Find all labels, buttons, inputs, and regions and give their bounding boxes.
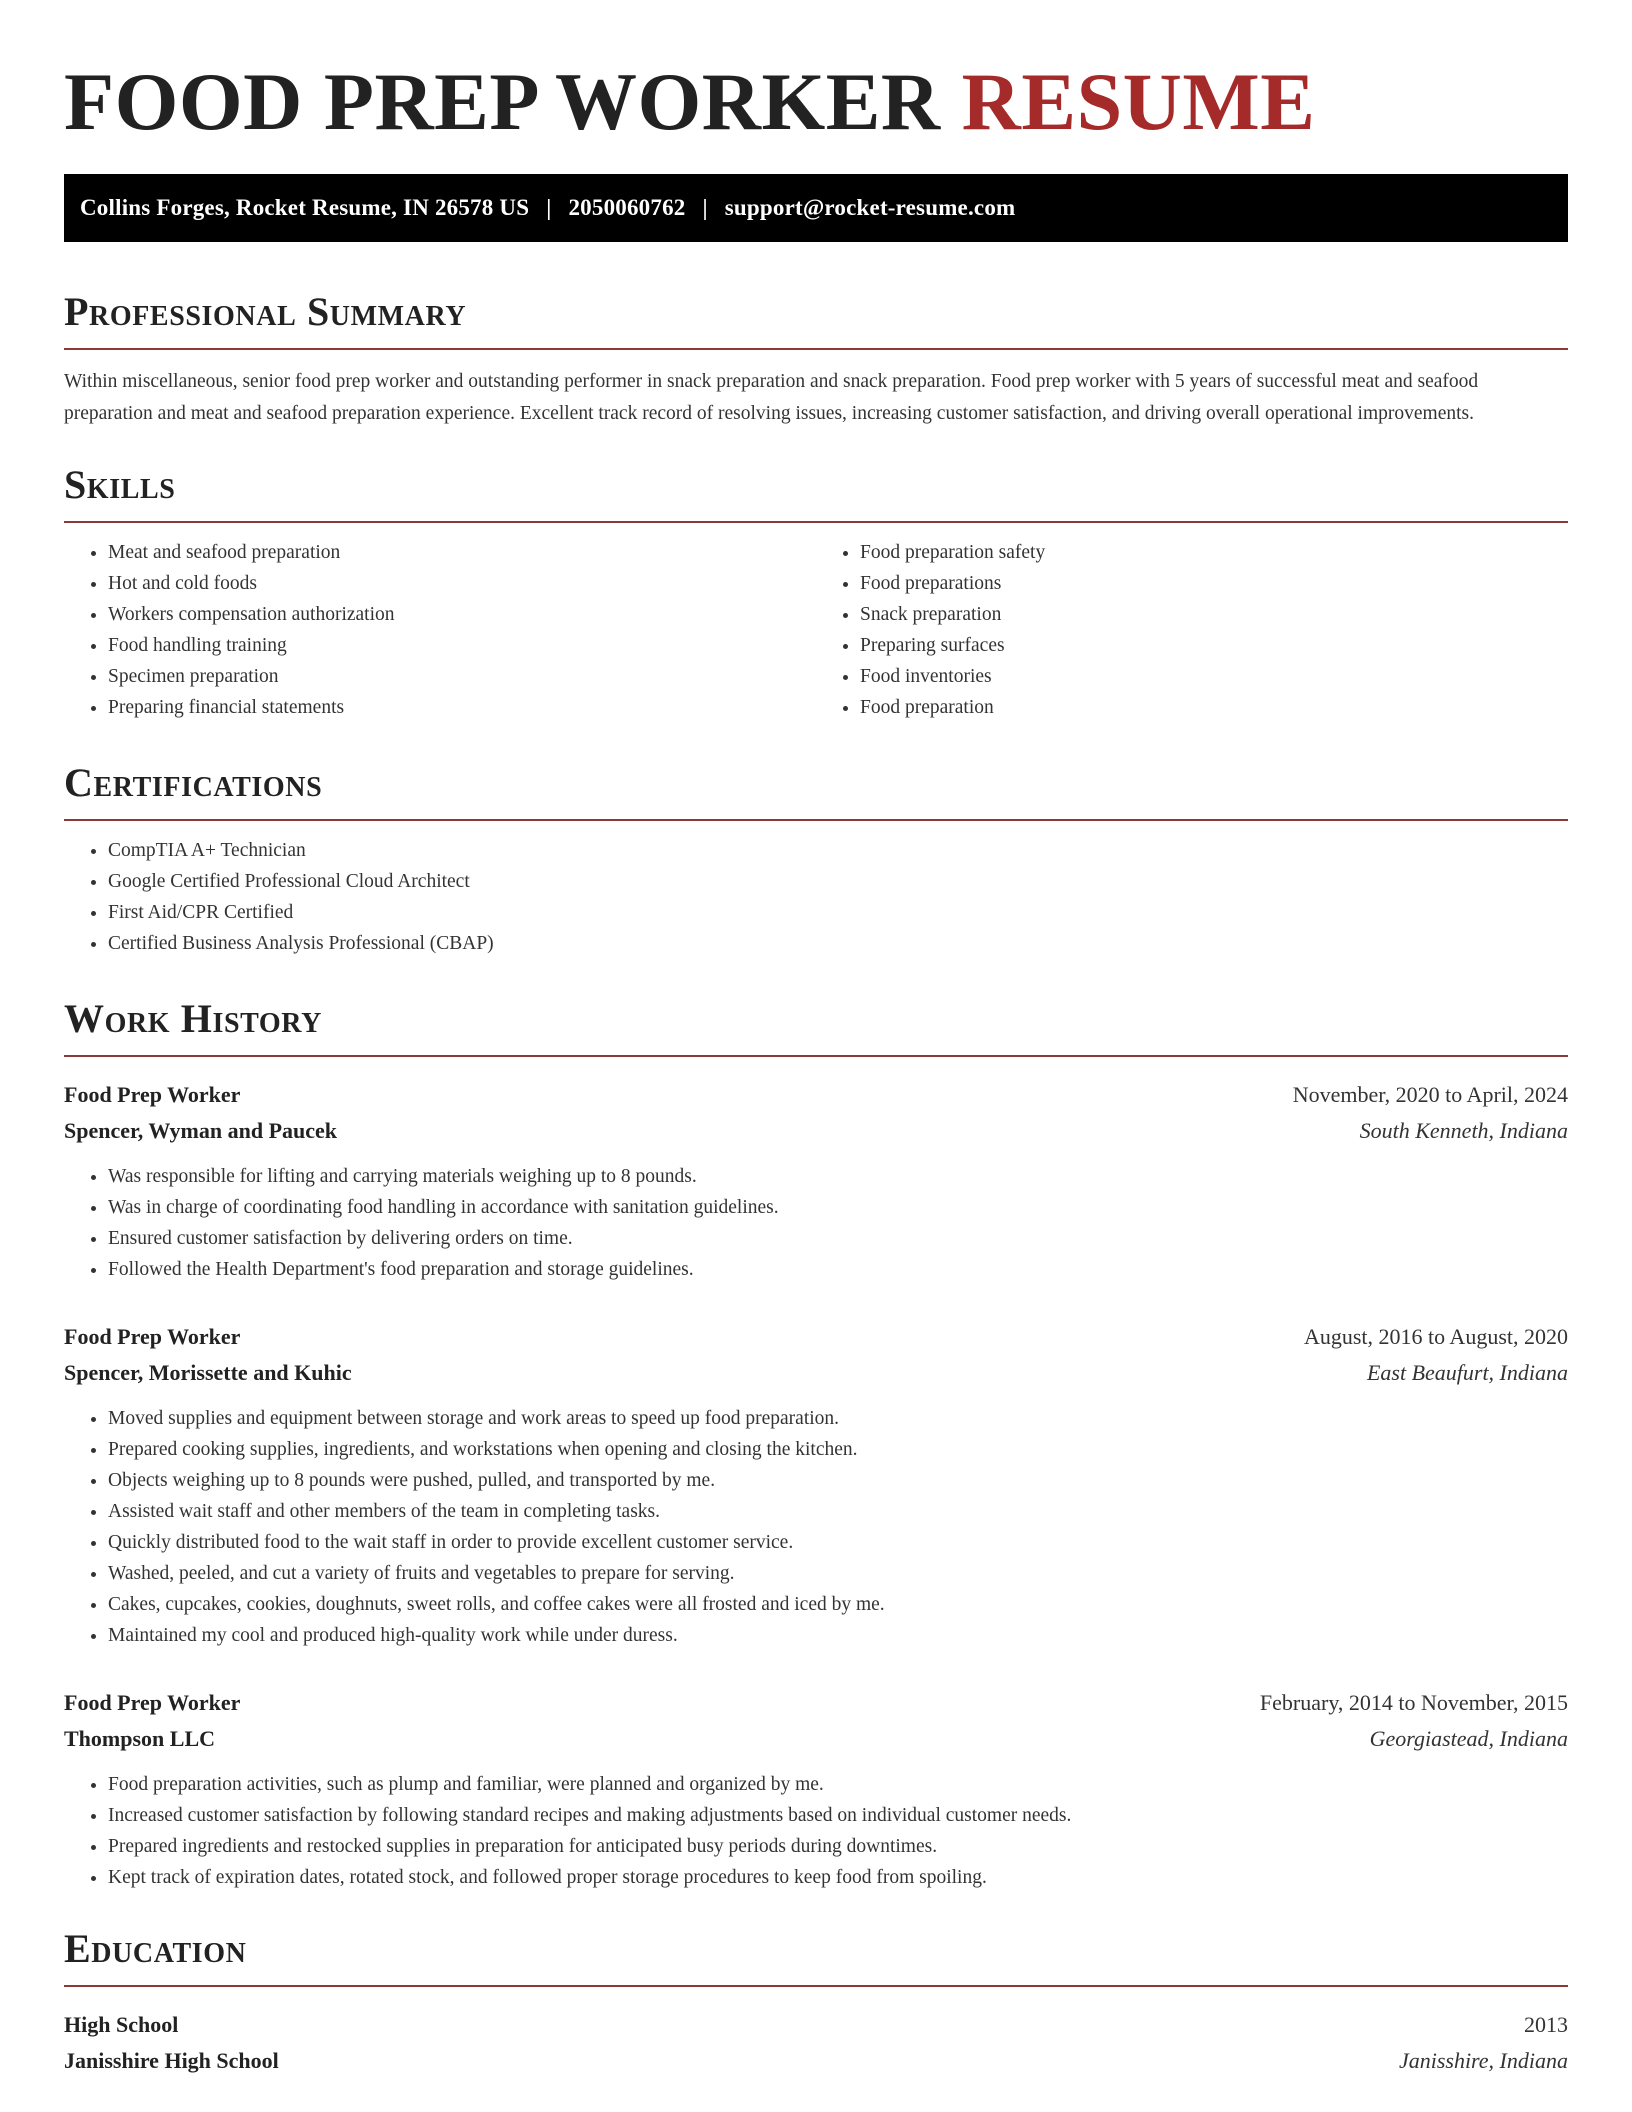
- job-company-row: [64, 1355, 1568, 1391]
- education-location: Janisshire, Indiana: [1398, 2048, 1568, 2073]
- skill-item: • Hot and cold foods: [108, 568, 816, 599]
- skill-item: • Snack preparation: [860, 599, 1568, 630]
- contact-phone: 2050060762: [568, 195, 686, 220]
- job-duties-list: [64, 1403, 1568, 1651]
- job-entry: [64, 1685, 1568, 1893]
- job-duty: • Quickly distributed food to the wait staff in order to provide excellent customer service.: [108, 1527, 1568, 1558]
- job-entry: [64, 1077, 1568, 1285]
- section-divider: [64, 348, 1568, 350]
- job-header-row: [64, 1319, 1568, 1355]
- job-header-row: [64, 1685, 1568, 1721]
- education-header-row: [64, 2007, 1568, 2043]
- skill-item: • Meat and seafood preparation: [108, 537, 816, 568]
- contact-separator: |: [546, 195, 552, 220]
- job-duty: • Maintained my cool and produced high-quality work while under duress.: [108, 1620, 1568, 1651]
- job-duty: • Increased customer satisfaction by following standard recipes and making adjustments based on individual customer needs.: [108, 1800, 1568, 1831]
- job-duty: • Objects weighing up to 8 pounds were pushed, pulled, and transported by me.: [108, 1465, 1568, 1496]
- work-history-heading: Work History: [64, 996, 322, 1041]
- job-duty: • Moved supplies and equipment between storage and work areas to speed up food preparation.: [108, 1403, 1568, 1434]
- contact-separator: |: [702, 195, 708, 220]
- job-duty: • Cakes, cupcakes, cookies, doughnuts, sweet rolls, and coffee cakes were all frosted and iced by me.: [108, 1589, 1568, 1620]
- skill-item: • Food preparation: [860, 692, 1568, 723]
- summary-section: [64, 286, 1568, 429]
- education-year: 2013: [1524, 2012, 1568, 2037]
- job-duty: • Was in charge of coordinating food handling in accordance with sanitation guidelines.: [108, 1192, 1568, 1223]
- job-company-row: [64, 1721, 1568, 1757]
- job-duties-list: [64, 1769, 1568, 1893]
- job-duty: • Washed, peeled, and cut a variety of fruits and vegetables to prepare for serving.: [108, 1558, 1568, 1589]
- skill-item: • Preparing financial statements: [108, 692, 816, 723]
- skills-heading: Skills: [64, 462, 176, 507]
- job-dates: February, 2014 to November, 2015: [1259, 1690, 1568, 1715]
- job-company: Thompson LLC: [64, 1726, 216, 1751]
- job-duty: • Prepared cooking supplies, ingredients, and workstations when opening and closing the kitchen.: [108, 1434, 1568, 1465]
- skills-list-right: [816, 537, 1568, 723]
- job-title: Food Prep Worker: [64, 1082, 241, 1107]
- section-divider: [64, 819, 1568, 821]
- job-duty: • Ensured customer satisfaction by delivering orders on time.: [108, 1223, 1568, 1254]
- certifications-section: [64, 757, 1568, 959]
- section-divider: [64, 1055, 1568, 1057]
- job-duty: • Was responsible for lifting and carrying materials weighing up to 8 pounds.: [108, 1161, 1568, 1192]
- certification-item: • First Aid/CPR Certified: [108, 897, 1568, 928]
- certification-item: • Certified Business Analysis Professional (CBAP): [108, 928, 1568, 959]
- education-degree: High School: [64, 2012, 179, 2037]
- education-section: [64, 1923, 1568, 2079]
- resume-title-main: FOOD PREP WORKER: [64, 56, 941, 147]
- section-divider: [64, 1985, 1568, 1987]
- contact-email: support@rocket-resume.com: [724, 195, 1016, 220]
- contact-bar: [64, 174, 1568, 242]
- job-dates: November, 2020 to April, 2024: [1292, 1082, 1568, 1107]
- job-dates: August, 2016 to August, 2020: [1303, 1324, 1568, 1349]
- job-entry: [64, 1319, 1568, 1651]
- resume-title-accent: RESUME: [961, 56, 1316, 147]
- education-entry: [64, 2007, 1568, 2079]
- skill-item: • Food preparations: [860, 568, 1568, 599]
- work-history-section: [64, 993, 1568, 1893]
- job-duty: • Kept track of expiration dates, rotated stock, and followed proper storage procedures to keep food from spoiling.: [108, 1862, 1568, 1893]
- job-duty: • Assisted wait staff and other members of the team in completing tasks.: [108, 1496, 1568, 1527]
- job-duty: • Food preparation activities, such as plump and familiar, were planned and organized by me.: [108, 1769, 1568, 1800]
- job-duties-list: [64, 1161, 1568, 1285]
- certifications-list: [64, 835, 1568, 959]
- skills-columns: [64, 523, 1568, 723]
- education-heading: Education: [64, 1926, 247, 1971]
- skill-item: • Workers compensation authorization: [108, 599, 816, 630]
- education-school-row: [64, 2043, 1568, 2079]
- job-company: Spencer, Morissette and Kuhic: [64, 1360, 352, 1385]
- skills-section: [64, 459, 1568, 723]
- skills-list-left: [64, 537, 816, 723]
- job-duty: • Prepared ingredients and restocked supplies in preparation for anticipated busy periods during downtimes.: [108, 1831, 1568, 1862]
- job-duty: • Followed the Health Department's food preparation and storage guidelines.: [108, 1254, 1568, 1285]
- job-title: Food Prep Worker: [64, 1690, 241, 1715]
- resume-title: [64, 0, 1568, 148]
- summary-heading: Professional Summary: [64, 289, 467, 334]
- certifications-heading: Certifications: [64, 760, 323, 805]
- certification-item: • Google Certified Professional Cloud Architect: [108, 866, 1568, 897]
- job-location: Georgiastead, Indiana: [1369, 1726, 1568, 1751]
- job-location: East Beaufurt, Indiana: [1366, 1360, 1568, 1385]
- skill-item: • Preparing surfaces: [860, 630, 1568, 661]
- job-company: Spencer, Wyman and Paucek: [64, 1118, 338, 1143]
- job-title: Food Prep Worker: [64, 1324, 241, 1349]
- summary-text: Within miscellaneous, senior food prep worker and outstanding performer in snack preparation and snack preparation. Food prep worker with 5 years of successful meat and seafood preparation and meat and seafood preparation experience. Excellent track record of resolving issues, increasing customer satisfaction, and driving overall operational improvements.: [64, 371, 1479, 424]
- skill-item: • Food handling training: [108, 630, 816, 661]
- job-header-row: [64, 1077, 1568, 1113]
- skill-item: • Food preparation safety: [860, 537, 1568, 568]
- skill-item: • Food inventories: [860, 661, 1568, 692]
- education-school: Janisshire High School: [64, 2048, 279, 2073]
- contact-address: Collins Forges, Rocket Resume, IN 26578 US: [80, 195, 530, 220]
- job-location: South Kenneth, Indiana: [1359, 1118, 1568, 1143]
- skill-item: • Specimen preparation: [108, 661, 816, 692]
- certification-item: • CompTIA A+ Technician: [108, 835, 1568, 866]
- job-company-row: [64, 1113, 1568, 1149]
